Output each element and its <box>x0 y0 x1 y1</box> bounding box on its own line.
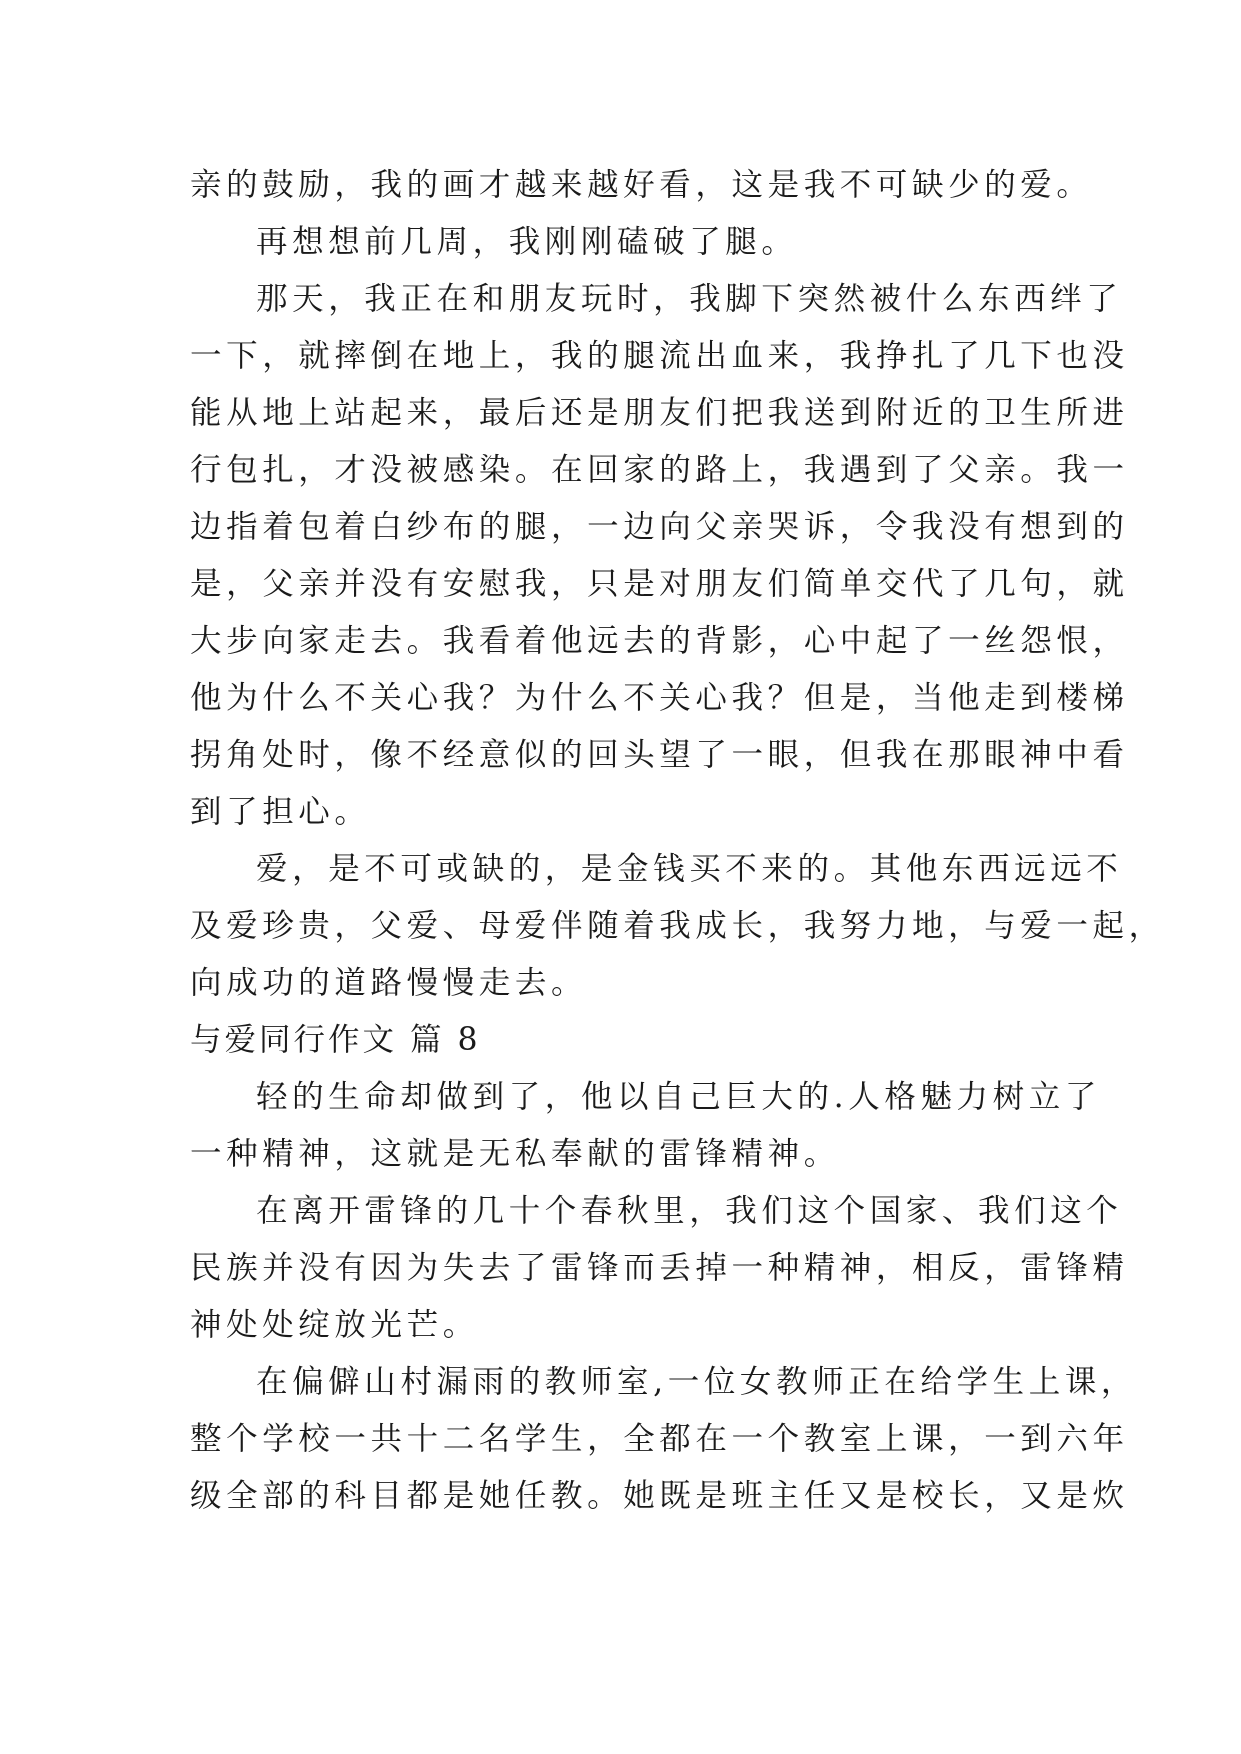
text-line: 一下，就摔倒在地上，我的腿流出血来，我挣扎了几下也没 <box>190 338 1129 374</box>
section-heading: 与爱同行作文 篇 8 <box>190 1022 481 1058</box>
text-line: 行包扎，才没被感染。在回家的路上，我遇到了父亲。我一 <box>190 452 1129 488</box>
text-line: 向成功的道路慢慢走去。 <box>190 965 588 1001</box>
paragraph-start: 轻的生命却做到了，他以自己巨大的.人格魅力树立了 <box>256 1079 1101 1115</box>
paragraph-start: 在离开雷锋的几十个春秋里，我们这个国家、我们这个 <box>256 1193 1123 1229</box>
text-line: 边指着包着白纱布的腿，一边向父亲哭诉，令我没有想到的 <box>190 509 1129 545</box>
text-line: 大步向家走去。我看着他远去的背影，心中起了一丝怨恨， <box>190 623 1129 659</box>
text-line: 一种精神，这就是无私奉献的雷锋精神。 <box>190 1136 840 1172</box>
paragraph-start: 爱，是不可或缺的，是金钱买不来的。其他东西远远不 <box>256 851 1123 887</box>
text-line: 他为什么不关心我？为什么不关心我？但是，当他走到楼梯 <box>190 680 1129 716</box>
text-line: 整个学校一共十二名学生，全都在一个教室上课，一到六年 <box>190 1421 1129 1457</box>
text-line: 及爱珍贵，父爱、母爱伴随着我成长，我努力地，与爱一起， <box>190 908 1165 944</box>
text-line: 级全部的科目都是她任教。她既是班主任又是校长，又是炊 <box>190 1478 1129 1514</box>
text-line: 亲的鼓励，我的画才越来越好看，这是我不可缺少的爱。 <box>190 167 1093 203</box>
paragraph-start: 再想想前几周，我刚刚磕破了腿。 <box>256 224 798 260</box>
text-line: 拐角处时，像不经意似的回头望了一眼，但我在那眼神中看 <box>190 737 1129 773</box>
text-line: 是，父亲并没有安慰我，只是对朋友们简单交代了几句，就 <box>190 566 1129 602</box>
text-line: 到了担心。 <box>190 794 371 830</box>
paragraph-start: 那天，我正在和朋友玩时，我脚下突然被什么东西绊了 <box>256 281 1123 317</box>
paragraph-start: 在偏僻山村漏雨的教师室,一位女教师正在给学生上课， <box>256 1364 1138 1400</box>
text-line: 能从地上站起来，最后还是朋友们把我送到附近的卫生所进 <box>190 395 1129 431</box>
text-line: 民族并没有因为失去了雷锋而丢掉一种精神，相反，雷锋精 <box>190 1250 1129 1286</box>
text-line: 神处处绽放光芒。 <box>190 1307 479 1343</box>
